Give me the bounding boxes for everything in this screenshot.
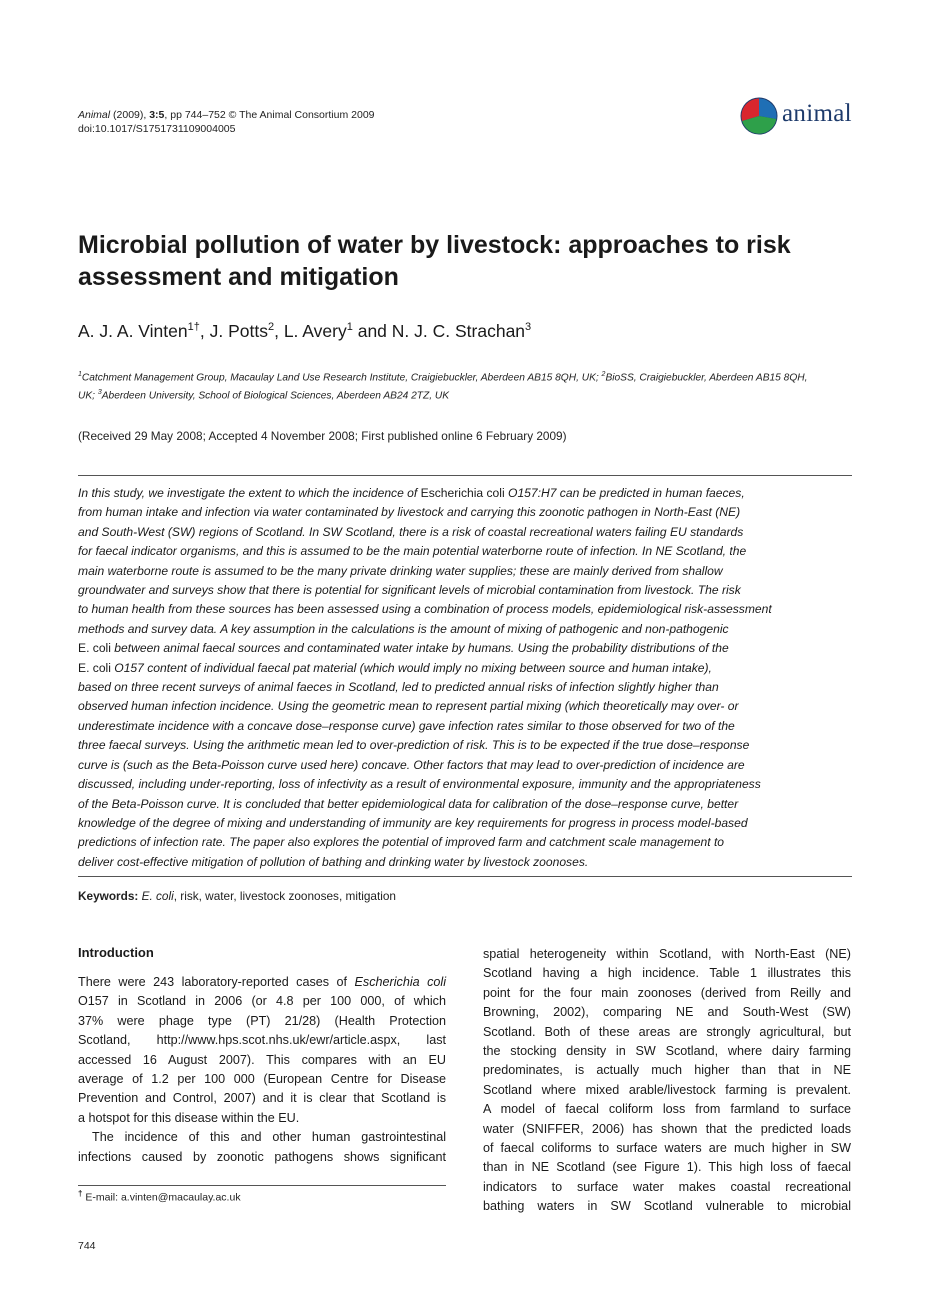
affiliation-line: UK; $^3$Aberdeen University, School of Biological Sciences, Aberdeen AB24 2TZ, UK <box>78 389 450 402</box>
body-line: spatial heterogeneity within Scotland, with North-East (NE) <box>483 947 851 961</box>
citation-line: Animal (2009), 3:5, pp 744–752 © The Animal Consortium 2009 <box>78 109 375 121</box>
footnote-rule <box>78 1185 446 1186</box>
body-line: than in NE Scotland (see Figure 1). This high loss of faecal <box>483 1160 851 1175</box>
keywords: Keywords: E. coli, risk, water, livestock zoonoses, mitigation <box>78 889 396 903</box>
body-line: Scotland where mixed arable/livestock farming is prevalent. <box>483 1082 851 1097</box>
footnote-email <box>78 1189 241 1204</box>
abstract-line: underestimate incidence with a concave dose–response curve) gave infection rates similar to those observed for two of the <box>78 718 735 733</box>
body-line: of faecal coliforms to surface waters are much higher in SW <box>483 1141 851 1156</box>
body-line: O157 in Scotland in 2006 (or 4.8 per 100 000, of which <box>78 994 446 1009</box>
publication-dates: (Received 29 May 2008; Accepted 4 November 2008; First published online 6 February 2009) <box>78 429 567 443</box>
body-line: a hotspot for this disease within the EU. <box>78 1110 300 1125</box>
doi-line[interactable]: doi:10.1017/S1751731109004005 <box>78 123 236 135</box>
author-name: A. J. A. Vinten <box>78 321 188 341</box>
paper-title: Microbial pollution of water by livestock: approaches to risk assessment and mitigation <box>78 231 791 291</box>
section-heading-introduction: Introduction <box>78 945 154 960</box>
author-name: N. J. C. Strachan <box>391 321 526 341</box>
abstract-line: based on three recent surveys of animal faeces in Scotland, led to predicted annual risks of infection slightly higher than <box>78 680 719 695</box>
abstract-line: discussed, including under-reporting, loss of infectivity as a result of environmental exposure, immunity and the appropriateness <box>78 777 761 792</box>
abstract-line: three faecal surveys. Using the arithmetic mean led to over-prediction of risk. This is to be expected if the true dose–response <box>78 738 750 753</box>
abstract-line: methods and survey data. A key assumption in the calculations is the amount of mixing of pathogenic and non-pathogenic <box>78 621 729 636</box>
journal-citation <box>78 108 375 136</box>
body-line: predominates, is actually much higher than that in NE <box>483 1063 851 1078</box>
body-line: water (SNIFFER, 2006) has shown that the predicted loads <box>483 1121 851 1136</box>
affiliation-line: $^1$Catchment Management Group, Macaulay Land Use Research Institute, Craigiebuckler, Aberdeen AB15 8QH, UK; $^2$BioSS, Craigiebuckler, Aberdeen AB15 8QH, <box>78 371 808 384</box>
body-line: Scotland having a high incidence. Table 1 illustrates this <box>483 966 851 981</box>
abstract-line: E. coli O157 content of individual faecal pat material (which would imply no mixing between source and human intake), <box>78 660 712 675</box>
body-line: point for the four main zoonoses (derived from Reilly and <box>483 985 851 1000</box>
abstract-line: from human intake and infection via water contaminated by livestock and carrying this zoonotic pathogen in North-East (NE) <box>78 505 741 520</box>
abstract-line: of the Beta-Poisson curve. It is concluded that better epidemiological data for calibration of the dose–response curve, better <box>78 796 739 811</box>
abstract-line: knowledge of the degree of mixing and understanding of immunity are key requirements for progress in process model-based <box>78 815 748 830</box>
abstract-line: for faecal indicator organisms, and this is assumed to be the main potential waterborne route of infection. In NE Scotland, the <box>78 544 747 559</box>
author-affiliation-mark: 3 <box>525 321 532 334</box>
body-line: Scotland, http://www.hps.scot.nhs.uk/ewr/article.aspx, last <box>78 1033 446 1048</box>
abstract-line: observed human infection incidence. Using the geometric mean to represent partial mixing (which theoretically may over- or <box>78 699 739 714</box>
body-line: indicators to surface water makes coastal recreational <box>483 1179 851 1194</box>
body-line: Browning, 2002), comparing NE and South-West (SW) <box>483 1005 851 1020</box>
body-column-left <box>78 973 446 1167</box>
author-name: L. Avery <box>283 321 347 341</box>
email-text[interactable]: E-mail: a.vinten@macaulay.ac.uk <box>82 1191 241 1204</box>
abstract-bottom-rule <box>78 876 852 877</box>
author-affiliation-mark: 1† <box>187 321 200 334</box>
abstract <box>78 484 854 872</box>
affiliations <box>78 367 858 404</box>
body-line: average of 1.2 per 100 000 (European Centre for Disease <box>78 1072 446 1087</box>
abstract-line: groundwater and surveys show that there is potential for significant levels of microbial contamination from livestock. The risk <box>78 583 741 598</box>
abstract-line: to human health from these sources has been assessed using a combination of process models, epidemiological risk-assessment <box>78 602 772 617</box>
abstract-top-rule <box>78 475 852 476</box>
body-line: infections caused by zoonotic pathogens shows significant <box>78 1149 446 1164</box>
keywords-label: Keywords: <box>78 889 139 903</box>
abstract-line: curve is (such as the Beta-Poisson curve used here) concave. Other factors that may lead to over-prediction of incidence are <box>78 757 745 772</box>
logo-globe-icon <box>739 95 779 137</box>
body-column-right <box>483 945 851 1217</box>
abstract-line: deliver cost-effective mitigation of pollution of bathing and drinking water by livestock zoonoses. <box>78 854 589 869</box>
body-line: Scotland. Both of these areas are strongly agricultural, but <box>483 1024 851 1039</box>
body-line: the stocking density in SW Scotland, where dairy farming <box>483 1044 851 1059</box>
body-line: There were 243 laboratory-reported cases of Escherichia coli <box>78 975 446 989</box>
logo-wordmark: animal <box>782 100 852 127</box>
dagger-mark: † <box>78 1189 83 1198</box>
page-number: 744 <box>78 1240 96 1252</box>
animal-journal-logo <box>739 95 859 139</box>
abstract-line: predictions of infection rate. The paper also explores the potential of improved farm and catchment scale management to <box>78 835 725 850</box>
abstract-line: main waterborne route is assumed to be the many private drinking water supplies; these are mainly derived from shallow <box>78 563 723 578</box>
body-line: bathing waters in SW Scotland vulnerable to microbial <box>483 1199 851 1214</box>
author-name: J. Potts <box>209 321 268 341</box>
author-list: A. J. A. Vinten$^{1\dagger}$, J. Potts$^2$, L. Avery$^1$ and N. J. C. Strachan$^3$ <box>78 321 532 341</box>
abstract-line: In this study, we investigate the extent to which the incidence of Escherichia coli O157:H7 can be predicted in human faeces, <box>78 486 745 500</box>
author-affiliation-mark: 2 <box>267 321 275 334</box>
abstract-line: E. coli between animal faecal sources and contaminated water intake by humans. Using the probability distributions of the <box>78 641 729 656</box>
body-line: A model of faecal coliform loss from farmland to surface <box>483 1102 851 1117</box>
abstract-line: and South-West (SW) regions of Scotland. In SW Scotland, there is a risk of coastal recreational waters failing EU standards <box>78 524 744 539</box>
body-line: 37% were phage type (PT) 21/28) (Health Protection <box>78 1013 446 1028</box>
body-line: accessed 16 August 2007). This compares with an EU <box>78 1052 446 1067</box>
author-affiliation-mark: 1 <box>346 321 353 334</box>
body-line: Prevention and Control, 2007) and it is clear that Scotland is <box>78 1091 446 1106</box>
body-line: The incidence of this and other human gastrointestinal <box>92 1130 446 1145</box>
